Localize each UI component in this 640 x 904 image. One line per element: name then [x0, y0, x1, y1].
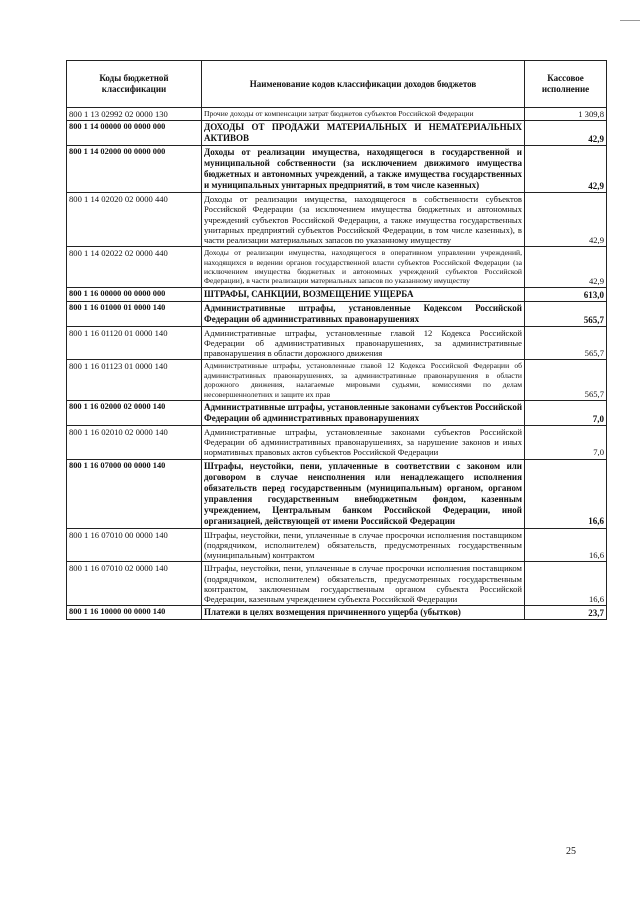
header-name: Наименование кодов классификации доходов бюджетов: [202, 61, 525, 108]
row-code: 800 1 16 02010 02 0000 140: [67, 426, 202, 460]
row-amount: 42,9: [525, 146, 607, 193]
row-name: Административные штрафы, установленные Кодексом Российской Федерации об административных правонарушениях: [202, 301, 525, 326]
row-code: 800 1 14 00000 00 0000 000: [67, 121, 202, 146]
row-name: Штрафы, неустойки, пени, уплаченные в случае просрочки исполнения поставщиком (подрядчиком, исполнителем) обязательств, предусмотренных государственным контрактом, заключенным государственным органом субъекта Российской Федерации, казенным учреждением субъекта Российской Федерации: [202, 562, 525, 606]
row-amount: 1 309,8: [525, 108, 607, 121]
table-row: [67, 121, 607, 146]
table-header-row: [67, 61, 607, 108]
table-body: [67, 108, 607, 620]
row-name: Административные штрафы, установленные главой 12 Кодекса Российской Федерации об административных правонарушениях, за административные правонарушения в области дорожного движения, налагаемые мировыми судьями, комиссиями по делам несовершеннолетних и защите их прав: [202, 360, 525, 401]
row-name: ШТРАФЫ, САНКЦИИ, ВОЗМЕЩЕНИЕ УЩЕРБА: [202, 287, 525, 301]
row-code: 800 1 16 07010 02 0000 140: [67, 562, 202, 606]
row-name: Штрафы, неустойки, пени, уплаченные в случае просрочки исполнения поставщиком (подрядчиком, исполнителем) обязательств, предусмотренных государственным (муниципальным) контрактом: [202, 528, 525, 562]
table-row: [67, 528, 607, 562]
row-name: Административные штрафы, установленные законами субъектов Российской Федерации об административных правонарушениях, за нарушение законов и иных нормативных правовых актов субъектов Российской Федерации: [202, 426, 525, 460]
row-name: Штрафы, неустойки, пени, уплаченные в соответствии с законом или договором в случае неисполнения или ненадлежащего исполнения обязательств перед государственным (муниципальным) органом, органом управления государственным внебюджетным фондом, казенным учреждением, Центральным банком Российской Федерации, иной организацией, действующей от имени Российской Федерации: [202, 459, 525, 528]
row-amount: 23,7: [525, 606, 607, 620]
row-amount: 613,0: [525, 287, 607, 301]
table-row: [67, 301, 607, 326]
row-code: 800 1 16 01123 01 0000 140: [67, 360, 202, 401]
row-name: Платежи в целях возмещения причиненного ущерба (убытков): [202, 606, 525, 620]
row-amount: 7,0: [525, 426, 607, 460]
row-amount: 16,6: [525, 528, 607, 562]
page-number: 25: [566, 846, 576, 857]
table-row: [67, 193, 607, 247]
row-amount: 565,7: [525, 326, 607, 360]
row-amount: 16,6: [525, 459, 607, 528]
row-name: Административные штрафы, установленные главой 12 Кодекса Российской Федерации об административных правонарушениях, за административные правонарушения в области дорожного движения: [202, 326, 525, 360]
row-code: 800 1 16 07010 00 0000 140: [67, 528, 202, 562]
row-amount: 565,7: [525, 360, 607, 401]
row-name: Доходы от реализации имущества, находящегося в государственной и муниципальной собственности (за исключением движимого имущества бюджетных и автономных учреждений, а также имущества государственных и муниципальных унитарных предприятий, в том числе казенных): [202, 146, 525, 193]
table-row: [67, 287, 607, 301]
row-name: Доходы от реализации имущества, находящегося в собственности субъектов Российской Федерации (за исключением имущества бюджетных и автономных учреждений субъектов Российской Федерации, а также имущества государственных унитарных предприятий субъектов Российской Федерации, в том числе казенных), в части реализации материальных запасов по указанному имуществу: [202, 193, 525, 247]
header-amount: Кассовое исполнение: [525, 61, 607, 108]
row-amount: 565,7: [525, 301, 607, 326]
row-amount: 42,9: [525, 193, 607, 247]
table-row: [67, 247, 607, 288]
row-code: 800 1 16 00000 00 0000 000: [67, 287, 202, 301]
table-row: [67, 459, 607, 528]
table-row: [67, 146, 607, 193]
row-amount: 7,0: [525, 401, 607, 426]
row-name: ДОХОДЫ ОТ ПРОДАЖИ МАТЕРИАЛЬНЫХ И НЕМАТЕРИАЛЬНЫХ АКТИВОВ: [202, 121, 525, 146]
table-row: [67, 360, 607, 401]
table-row: [67, 401, 607, 426]
row-amount: 42,9: [525, 121, 607, 146]
table-row: [67, 562, 607, 606]
row-code: 800 1 14 02020 02 0000 440: [67, 193, 202, 247]
budget-revenue-table: [66, 60, 607, 620]
row-code: 800 1 13 02992 02 0000 130: [67, 108, 202, 121]
header-code: Коды бюджетной классификации: [67, 61, 202, 108]
row-amount: 42,9: [525, 247, 607, 288]
row-code: 800 1 14 02000 00 0000 000: [67, 146, 202, 193]
row-amount: 16,6: [525, 562, 607, 606]
row-code: 800 1 16 10000 00 0000 140: [67, 606, 202, 620]
row-code: 800 1 16 02000 02 0000 140: [67, 401, 202, 426]
row-name: Прочие доходы от компенсации затрат бюджетов субъектов Российской Федерации: [202, 108, 525, 121]
row-code: 800 1 16 01000 01 0000 140: [67, 301, 202, 326]
table-row: [67, 606, 607, 620]
table-row: [67, 426, 607, 460]
row-code: 800 1 16 07000 00 0000 140: [67, 459, 202, 528]
row-code: 800 1 14 02022 02 0000 440: [67, 247, 202, 288]
row-name: Доходы от реализации имущества, находящегося в оперативном управлении учреждений, находящихся в ведении органов государственной власти субъектов Российской Федерации (за исключением имущества бюджетных и автономных учреждений субъектов Российской Федерации), в части реализации материальных запасов по указанному имуществу: [202, 247, 525, 288]
row-name: Административные штрафы, установленные законами субъектов Российской Федерации об административных правонарушениях: [202, 401, 525, 426]
scan-mark: [620, 20, 640, 21]
table-row: [67, 108, 607, 121]
table-row: [67, 326, 607, 360]
row-code: 800 1 16 01120 01 0000 140: [67, 326, 202, 360]
